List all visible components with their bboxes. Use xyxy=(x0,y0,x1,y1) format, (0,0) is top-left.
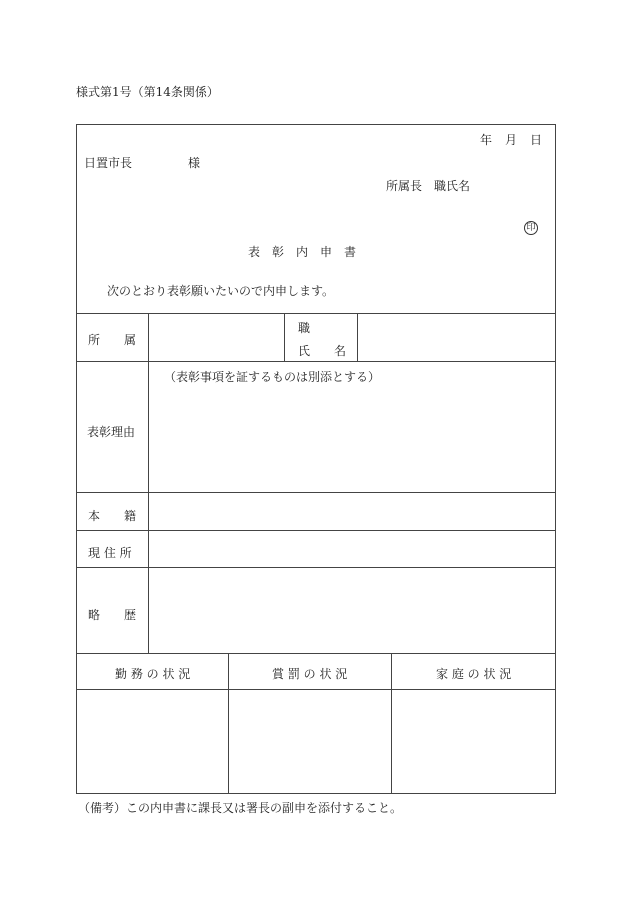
addressee-name: 日置市長 xyxy=(84,156,133,170)
addressee-honorific: 様 xyxy=(188,156,201,170)
label-history: 略 歴 xyxy=(88,608,137,622)
rule-position-right xyxy=(357,313,358,361)
header-work-status: 勤 務 の 状 況 xyxy=(115,667,191,681)
applicant-label: 所属長 職氏名 xyxy=(386,179,471,193)
rule-status-col1 xyxy=(228,653,229,794)
rule-position-left xyxy=(284,313,285,361)
body-text: 次のとおり表彰願いたいので内申します。 xyxy=(107,284,335,298)
header-reward-punishment-status: 賞 罰 の 状 況 xyxy=(272,667,348,681)
remark: （備考）この内申書に課長又は署長の副申を添付すること。 xyxy=(78,801,403,815)
reason-note: （表彰事項を証するものは別添とする） xyxy=(164,370,381,384)
document-title: 表 彰 内 申 書 xyxy=(248,245,357,259)
date-month: 月 xyxy=(505,133,518,147)
header-family-status: 家 庭 の 状 況 xyxy=(436,667,512,681)
label-name: 氏 名 xyxy=(298,344,347,358)
rule-label-column xyxy=(148,313,149,653)
seal-mark: 印 xyxy=(524,221,538,235)
date-year: 年 xyxy=(480,133,493,147)
label-affiliation: 所 属 xyxy=(88,333,137,347)
form-number: 様式第1号（第14条関係） xyxy=(76,85,219,99)
rule-status-header-bottom xyxy=(76,689,556,690)
date-day: 日 xyxy=(530,133,543,147)
label-reason: 表彰理由 xyxy=(87,425,136,439)
label-address: 現 住 所 xyxy=(88,546,132,560)
label-position: 職 xyxy=(298,321,311,335)
label-domicile: 本 籍 xyxy=(88,509,137,523)
rule-status-top xyxy=(76,653,556,654)
rule-status-col2 xyxy=(391,653,392,794)
